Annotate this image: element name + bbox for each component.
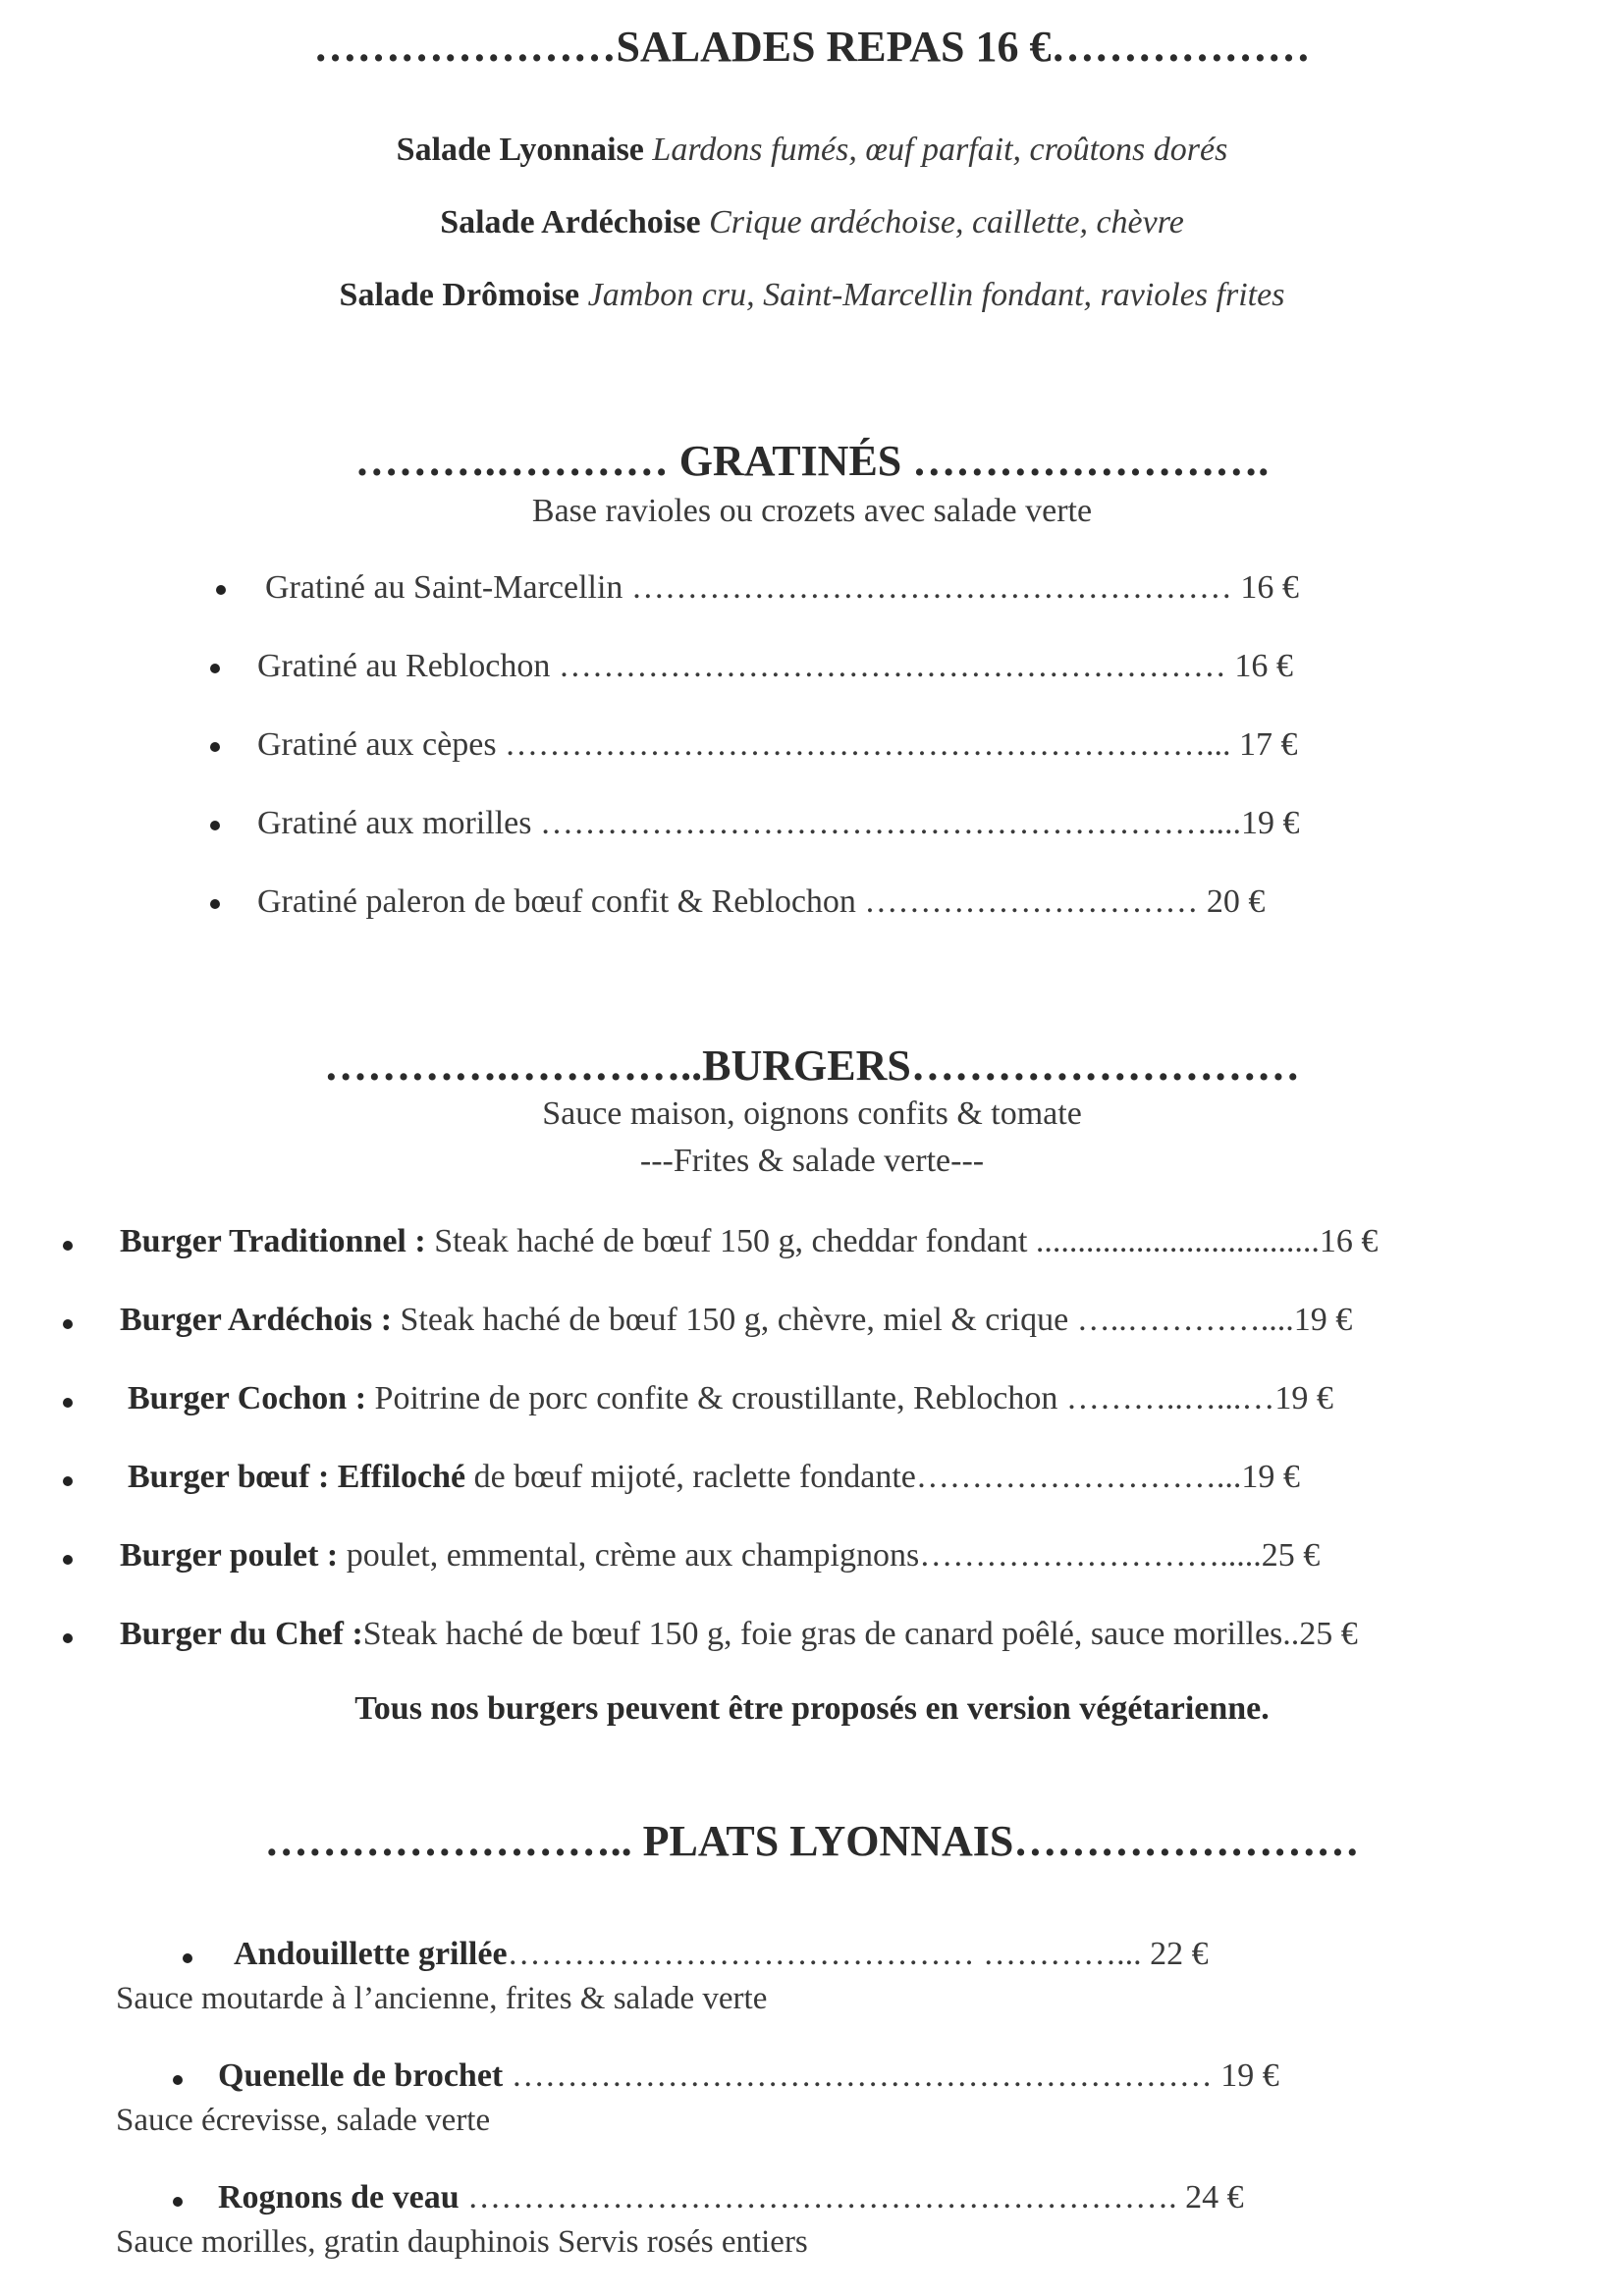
salad-name: Salade Lyonnaise xyxy=(396,132,644,168)
plat-name: Andouillette grillée xyxy=(234,1936,508,1972)
bullet-icon xyxy=(173,2197,183,2207)
plat-item xyxy=(218,2057,1279,2095)
gratine-item: Gratiné aux cèpes ………………………………………………………... 17 € xyxy=(257,726,1298,763)
bullet-icon xyxy=(63,1398,73,1408)
plat-price: …………………………………… …………... 22 € xyxy=(507,1936,1209,1972)
bullet-icon xyxy=(173,2075,183,2085)
plat-price: ……………………………………………………… 19 € xyxy=(503,2057,1279,2094)
section-title-burgers: ………….…………..BURGERS……………………… xyxy=(324,1041,1300,1090)
gratine-item: Gratiné au Saint-Marcellin ……………………………………………… 16 € xyxy=(265,569,1299,606)
salad-item xyxy=(0,132,1624,169)
bullet-icon xyxy=(63,1476,73,1486)
salad-desc: Lardons fumés, œuf parfait, croûtons dorés xyxy=(652,132,1228,168)
bullet-icon xyxy=(216,585,226,595)
salad-desc: Crique ardéchoise, caillette, chèvre xyxy=(709,204,1184,240)
burger-name: Burger poulet : xyxy=(120,1537,339,1574)
plat-desc: Sauce écrevisse, salade verte xyxy=(116,2103,491,2138)
bullet-icon xyxy=(210,899,220,909)
burger-desc: Steak haché de bœuf 150 g, foie gras de canard poêlé, sauce morilles..25 € xyxy=(362,1616,1358,1652)
burger-desc: poulet, emmental, crème aux champignons……………………….....25 € xyxy=(338,1537,1321,1574)
burger-name: Burger du Chef : xyxy=(120,1616,363,1652)
bullet-icon xyxy=(210,821,220,830)
bullet-icon xyxy=(63,1319,73,1329)
bullet-icon xyxy=(210,742,220,752)
section-subtitle-gratines: Base ravioles ou crozets avec salade verte xyxy=(531,493,1093,529)
gratine-item: Gratiné paleron de bœuf confit & Reblochon ………………………… 20 € xyxy=(257,883,1266,920)
plat-item xyxy=(234,1936,1209,1973)
salad-name: Salade Drômoise xyxy=(339,277,580,313)
burger-desc: Poitrine de porc confite & croustillante, Reblochon ………..…...…19 € xyxy=(366,1380,1333,1416)
section-subtitle-burgers: Sauce maison, oignons confits & tomate xyxy=(542,1095,1082,1132)
gratine-item: Gratiné aux morilles ……………………………………………………....19 € xyxy=(257,805,1300,841)
section-title-plats: …………………….. PLATS LYONNAIS…………………… xyxy=(264,1817,1360,1865)
plat-desc: Sauce morilles, gratin dauphinois Servis rosés entiers xyxy=(116,2224,808,2260)
plat-item xyxy=(218,2179,1244,2216)
section-subtitle-burgers-sides: ---Frites & salade verte--- xyxy=(639,1143,985,1179)
vegetarian-note: Tous nos burgers peuvent être proposés en version végétarienne. xyxy=(354,1690,1270,1727)
bullet-icon xyxy=(210,664,220,673)
burger-item xyxy=(120,1537,1320,1575)
burger-item xyxy=(120,1616,1358,1653)
plat-price: ………………………………………………………. 24 € xyxy=(459,2179,1244,2216)
burger-name: Burger bœuf : Effiloché xyxy=(128,1459,466,1495)
burger-name: Burger Traditionnel : xyxy=(120,1223,426,1259)
salad-desc: Jambon cru, Saint-Marcellin fondant, ravioles frites xyxy=(587,277,1285,313)
salad-item xyxy=(0,204,1624,241)
burger-item xyxy=(120,1223,1378,1260)
burger-item xyxy=(120,1302,1352,1339)
burger-desc: de bœuf mijoté, raclette fondante………………………...19 € xyxy=(465,1459,1300,1495)
bullet-icon xyxy=(183,1953,192,1963)
plat-desc: Sauce moutarde à l’ancienne, frites & salade verte xyxy=(116,1981,768,2016)
bullet-icon xyxy=(63,1241,73,1251)
burger-item xyxy=(128,1459,1300,1496)
section-title-gratines: ……….………… GRATINÉS ……………………. xyxy=(354,437,1270,485)
burger-name: Burger Ardéchois : xyxy=(120,1302,393,1338)
burger-name: Burger Cochon : xyxy=(128,1380,367,1416)
section-title-salades: …………………SALADES REPAS 16 €……………… xyxy=(313,23,1311,71)
plat-name: Quenelle de brochet xyxy=(218,2057,504,2094)
bullet-icon xyxy=(63,1633,73,1643)
salad-item xyxy=(0,277,1624,314)
burger-item xyxy=(128,1380,1333,1417)
bullet-icon xyxy=(63,1555,73,1565)
burger-desc: Steak haché de bœuf 150 g, cheddar fondant ..................................16 € xyxy=(425,1223,1379,1259)
plat-name: Rognons de veau xyxy=(218,2179,460,2216)
gratine-item: Gratiné au Reblochon …………………………………………………… 16 € xyxy=(257,648,1293,684)
salad-name: Salade Ardéchoise xyxy=(440,204,701,240)
burger-desc: Steak haché de bœuf 150 g, chèvre, miel & crique …..…………....19 € xyxy=(392,1302,1353,1338)
